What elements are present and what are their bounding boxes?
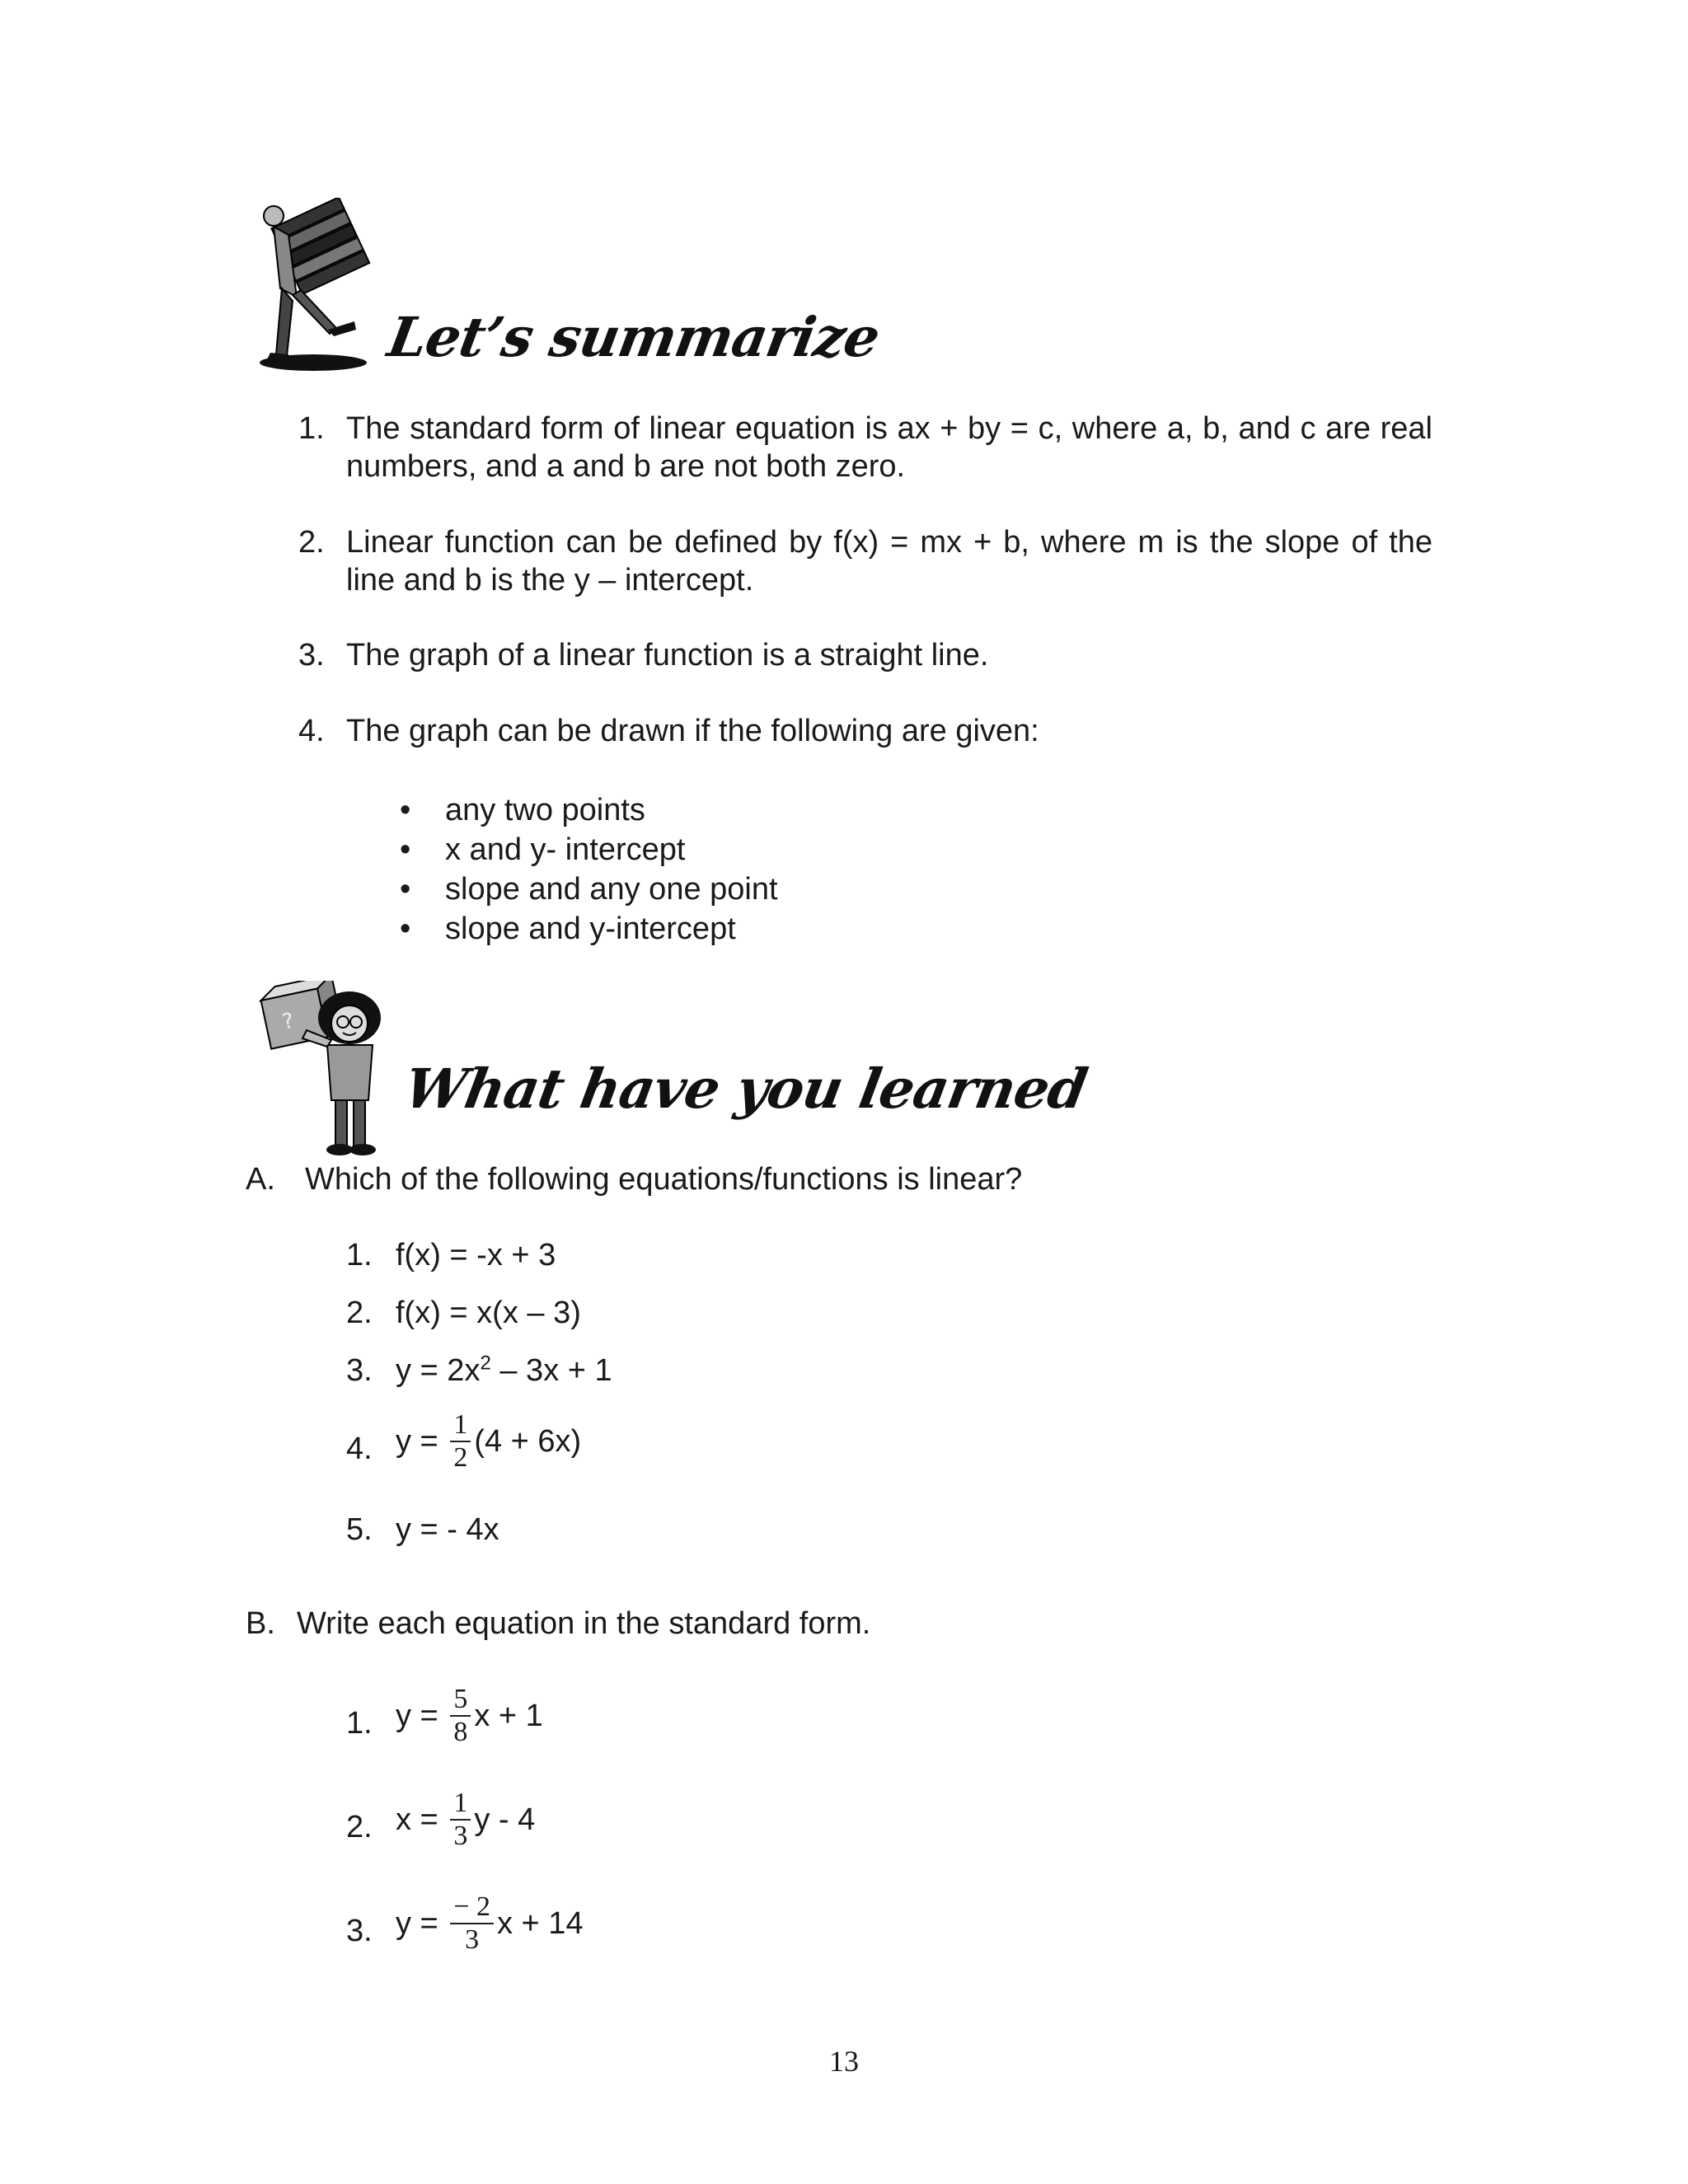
part-b-expression: y = $\frac{5}{8}$ x + 1 bbox=[396, 1684, 543, 1747]
svg-text:?: ? bbox=[279, 1008, 297, 1035]
bullet-icon: • bbox=[400, 832, 411, 867]
man-carrying-books-illustration bbox=[256, 198, 379, 375]
part-a-item-number: 3. bbox=[346, 1353, 373, 1388]
part-b-expression: y = $\frac{- 2}{3}$ x + 14 bbox=[396, 1891, 584, 1955]
part-a-item-number: 5. bbox=[346, 1512, 373, 1547]
summary-item-number: 4. bbox=[298, 714, 325, 748]
girl-carrying-box-illustration bbox=[257, 981, 397, 1162]
part-a-item-number: 1. bbox=[346, 1238, 373, 1272]
page-number: 13 bbox=[829, 2045, 859, 2078]
part-b-item-number: 3. bbox=[346, 1914, 373, 1948]
bullet-item: • slope and y-intercept bbox=[400, 912, 736, 946]
part-a-prompt: Which of the following equations/functions is linear? bbox=[305, 1162, 1023, 1197]
part-a-item-number: 4. bbox=[346, 1432, 373, 1466]
bullet-icon: • bbox=[400, 872, 411, 907]
part-a-expression: y = $\frac{1}{2}$ (4 + 6x) bbox=[396, 1409, 582, 1473]
summary-item-text: Linear function can be defined by f(x) = mx + b, where m is the slope of the line and b is the y – intercept. bbox=[346, 525, 1432, 598]
fraction: $\frac{5}{8}$ bbox=[450, 1684, 471, 1748]
fraction: $\frac{- 2}{3}$ bbox=[450, 1891, 494, 1956]
part-b-expression: x = $\frac{1}{3}$ y - 4 bbox=[396, 1788, 536, 1851]
part-b-item-number: 1. bbox=[346, 1706, 373, 1741]
summary-item-number: 3. bbox=[298, 638, 325, 673]
summary-item-text: The graph can be drawn if the following are given: bbox=[346, 714, 1039, 748]
bullet-item: • any two points bbox=[400, 793, 645, 827]
exponent: 2 bbox=[480, 1352, 491, 1375]
learned-heading: What have you learned bbox=[400, 1057, 1092, 1121]
fraction: $\frac{1}{3}$ bbox=[450, 1788, 471, 1852]
part-b-prompt: Write each equation in the standard form. bbox=[297, 1606, 871, 1641]
bullet-item: • slope and any one point bbox=[400, 872, 778, 907]
fraction: $\frac{1}{2}$ bbox=[450, 1409, 471, 1474]
part-b-letter: B. bbox=[246, 1606, 275, 1641]
bullet-icon: • bbox=[400, 912, 411, 946]
part-a-letter: A. bbox=[246, 1162, 275, 1197]
bullet-icon: • bbox=[400, 793, 411, 827]
part-a-expression: y = - 4x bbox=[396, 1512, 499, 1547]
part-a-expression: f(x) = x(x – 3) bbox=[396, 1296, 581, 1330]
summary-item-number: 2. bbox=[298, 525, 325, 560]
summary-item-number: 1. bbox=[298, 411, 325, 446]
part-a-expression: f(x) = -x + 3 bbox=[396, 1238, 556, 1272]
bullet-item: • x and y- intercept bbox=[400, 832, 686, 867]
summary-item-text: The graph of a linear function is a straight line. bbox=[346, 638, 989, 673]
summary-heading: Let’s summarize bbox=[383, 305, 884, 369]
part-a-item-number: 2. bbox=[346, 1296, 373, 1330]
summary-item-text: The standard form of linear equation is ax + by = c, where a, b, and c are real numbers, and a and b are not both zero. bbox=[346, 411, 1432, 484]
part-b-item-number: 2. bbox=[346, 1810, 373, 1844]
part-a-expression: $y = 2x^2 - 3x + 1$ bbox=[396, 1352, 612, 1388]
